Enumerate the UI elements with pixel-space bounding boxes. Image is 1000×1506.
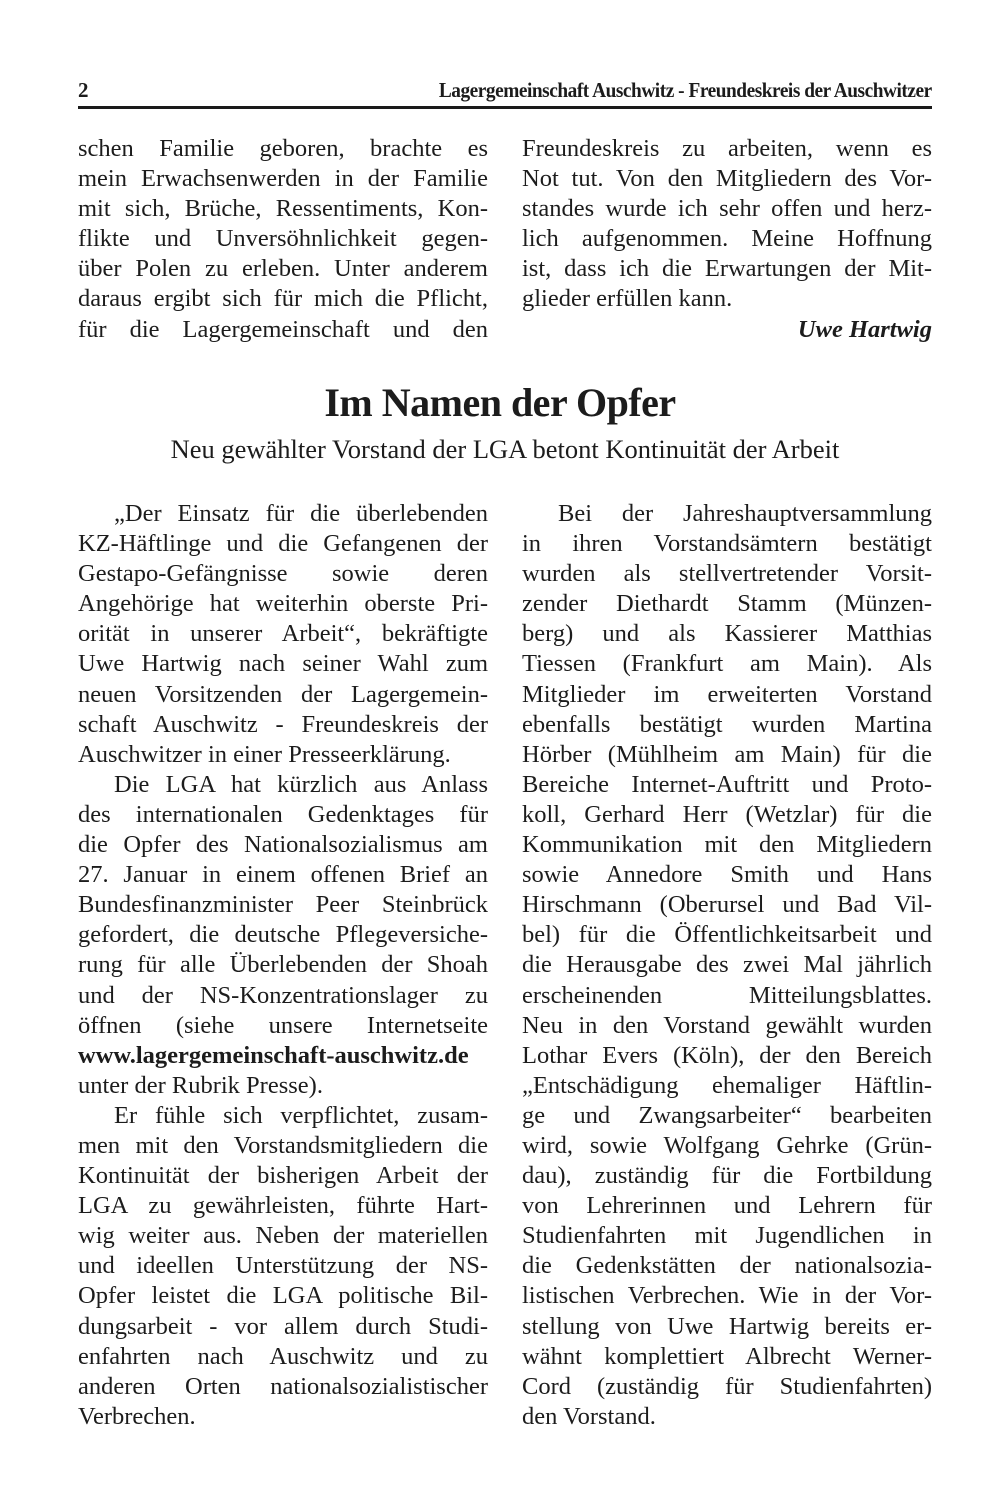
text-line: mit sich, Brüche, Ressentiments, Kon- xyxy=(78,195,488,223)
text-line: ebenfalls bestätigt wurden Martina xyxy=(522,710,932,738)
text-line: daraus ergibt sich für mich die Pflicht, xyxy=(78,285,488,313)
text-line: KZ-Häftlinge und die Gefangenen der xyxy=(78,530,488,558)
text-line: Freundeskreis zu arbeiten, wenn es xyxy=(522,135,932,162)
text-line: LGA zu gewährleisten, führte Hart- xyxy=(78,1192,488,1220)
text-line: dungsarbeit - vor allem durch Studi- xyxy=(78,1312,488,1340)
text-line: Bei der Jahreshauptversammlung xyxy=(558,500,932,527)
text-line: den Vorstand. xyxy=(522,1402,656,1430)
running-title: Lagergemeinschaft Auschwitz - Freundeskreis der Auschwitzer xyxy=(439,78,932,102)
website-link[interactable]: www.lagergemeinschaft-auschwitz.de xyxy=(78,1041,469,1069)
previous-article-right-column xyxy=(522,134,932,345)
text-line: flikte und Unversöhnlichkeit gegen- xyxy=(78,225,488,253)
page-header xyxy=(78,74,932,106)
article-right-column xyxy=(522,499,932,1432)
header-rule xyxy=(78,106,932,109)
text-line: Not tut. Von den Mitgliedern des Vor- xyxy=(522,165,932,193)
text-line: ge und Zwangsarbeiter“ bearbeiten xyxy=(522,1101,932,1129)
text-line: Hörber (Mühlheim am Main) für die xyxy=(522,740,932,768)
page-number: 2 xyxy=(78,78,89,102)
author-signature: Uwe Hartwig xyxy=(797,315,932,343)
text-line: die Opfer des Nationalsozialismus am xyxy=(78,831,488,859)
text-line: erscheinenden Mitteilungsblattes. xyxy=(522,981,932,1009)
text-line: Bundesfinanzminister Peer Steinbrück xyxy=(78,891,488,919)
text-line: öffnen (siehe unsere Internetseite xyxy=(78,1011,488,1039)
text-line: koll, Gerhard Herr (Wetzlar) für die xyxy=(522,800,932,828)
text-line: in ihren Vorstandsämtern bestätigt xyxy=(522,530,932,558)
text-line: Er fühle sich verpflichtet, zusam- xyxy=(114,1101,488,1129)
text-line: wig weiter aus. Neben der materiellen xyxy=(78,1222,488,1250)
text-line: zender Diethardt Stamm (Münzen- xyxy=(522,590,932,618)
article-headline: Im Namen der Opfer xyxy=(324,380,676,425)
text-line: orität in unserer Arbeit“, bekräftigte xyxy=(78,620,488,648)
text-line: men mit den Vorstandsmitgliedern die xyxy=(78,1131,488,1159)
text-line: standes wurde ich sehr offen und herz- xyxy=(522,195,932,223)
text-line: Neu in den Vorstand gewählt wurden xyxy=(522,1011,932,1039)
text-line: Studienfahrten mit Jugendlichen in xyxy=(522,1222,932,1250)
text-line: des internationalen Gedenktages für xyxy=(78,800,488,828)
text-line: stellung von Uwe Hartwig bereits er- xyxy=(522,1312,932,1340)
text-line: Kontinuität der bisherigen Arbeit der xyxy=(78,1162,488,1190)
text-line: sowie Annedore Smith und Hans xyxy=(522,861,932,889)
text-line: neuen Vorsitzenden der Lagergemein- xyxy=(78,680,488,708)
text-line: Opfer leistet die LGA politische Bil- xyxy=(78,1282,488,1310)
text-line: berg) und als Kassierer Matthias xyxy=(522,620,932,648)
previous-article-left-column xyxy=(78,134,488,345)
text-line: die Gedenkstätten der nationalsozia- xyxy=(522,1252,932,1280)
text-line: enfahrten nach Auschwitz und zu xyxy=(78,1342,488,1370)
text-line: Cord (zuständig für Studienfahrten) xyxy=(522,1372,932,1400)
text-line: anderen Orten nationalsozialistischer xyxy=(78,1372,488,1400)
text-line: für die Lagergemeinschaft und den xyxy=(78,315,488,343)
text-line: ist, dass ich die Erwartungen der Mit- xyxy=(522,255,932,283)
text-line: Verbrechen. xyxy=(78,1402,196,1430)
text-line: rung für alle Überlebenden der Shoah xyxy=(78,951,488,979)
text-line: und ideellen Unterstützung der NS- xyxy=(78,1252,488,1280)
text-line: Angehörige hat weiterhin oberste Pri- xyxy=(78,590,488,618)
text-line: schen Familie geboren, brachte es xyxy=(78,135,488,162)
text-line: Auschwitzer in einer Presseerklärung. xyxy=(78,740,451,768)
text-line: Die LGA hat kürzlich aus Anlass xyxy=(114,770,488,798)
text-line: wähnt komplettiert Albrecht Werner- xyxy=(522,1342,932,1370)
text-line: von Lehrerinnen und Lehrern für xyxy=(522,1192,932,1220)
text-line: über Polen zu erleben. Unter anderem xyxy=(78,255,488,283)
text-line: wird, sowie Wolfgang Gehrke (Grün- xyxy=(522,1131,932,1159)
text-line: mein Erwachsenwerden in der Familie xyxy=(78,165,488,193)
text-line: Tiessen (Frankfurt am Main). Als xyxy=(522,650,932,678)
text-line: dau), zuständig für die Fortbildung xyxy=(522,1162,932,1190)
text-line: die Herausgabe des zwei Mal jährlich xyxy=(522,951,932,979)
text-line: wurden als stellvertretender Vorsit- xyxy=(522,560,932,588)
text-line: „Entschädigung ehemaliger Häftlin- xyxy=(522,1071,932,1099)
text-line: Gestapo-Gefängnisse sowie deren xyxy=(78,560,488,588)
article-left-column xyxy=(78,499,488,1432)
article-subheadline: Neu gewählter Vorstand der LGA betont Kontinuität der Arbeit xyxy=(170,434,840,464)
text-line: bel) für die Öffentlichkeitsarbeit und xyxy=(522,921,932,949)
text-line: Bereiche Internet-Auftritt und Proto- xyxy=(522,770,932,798)
text-line: glieder erfüllen kann. xyxy=(522,285,733,313)
text-line: listischen Verbrechen. Wie in der Vor- xyxy=(522,1282,932,1310)
text-line: gefordert, die deutsche Pflegeversiche- xyxy=(78,921,488,949)
text-line: und der NS-Konzentrationslager zu xyxy=(78,981,488,1009)
text-line: 27. Januar in einem offenen Brief an xyxy=(78,861,488,889)
text-line: Uwe Hartwig nach seiner Wahl zum xyxy=(78,650,488,678)
text-line: Hirschmann (Oberursel und Bad Vil- xyxy=(522,891,932,919)
text-line: Kommunikation mit den Mitgliedern xyxy=(522,831,932,859)
text-line: lich aufgenommen. Meine Hoffnung xyxy=(522,225,932,253)
text-line: Mitglieder im erweiterten Vorstand xyxy=(522,680,932,708)
text-line: schaft Auschwitz - Freundeskreis der xyxy=(78,710,488,738)
text-line: unter der Rubrik Presse). xyxy=(78,1071,323,1099)
text-line: Lothar Evers (Köln), der den Bereich xyxy=(522,1041,932,1069)
text-line: „Der Einsatz für die überlebenden xyxy=(114,500,488,527)
